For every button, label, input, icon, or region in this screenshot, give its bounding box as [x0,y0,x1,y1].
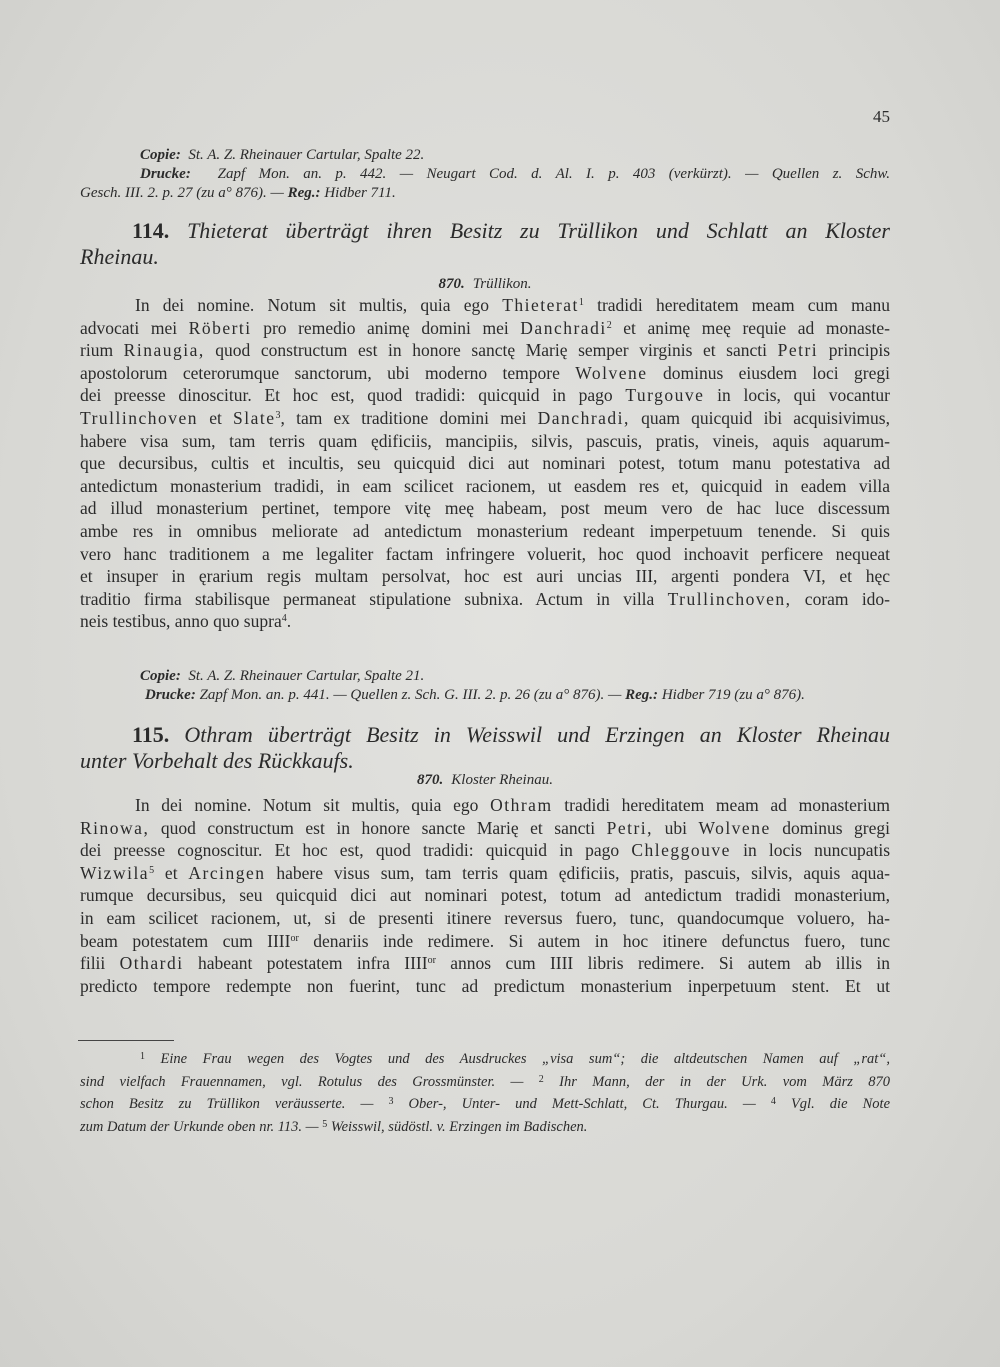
copie-line: Copie: St. A. Z. Rheinauer Cartular, Spalte 21. [140,668,425,684]
drucke-line: Drucke: Zapf Mon. an. p. 442. — Neugart Cod. d. Al. I. p. 403 (verkürzt). — Quellen z. Schw. [140,166,891,182]
charter-115-text: In dei nomine. Notum sit multis, quia ego Othram tradidi hereditatem meam ad monasterium Rinowa, quod constructum est in honore sancte Marię et sancti Petri, ubi Wolvene dominus gregi dei preesse cognoscitur. Et hoc est, quod tradidi: quicquid in pago Chleggouve in locis nuncupatis Wizwila$^5$ et Arcingen habere visus sum, tam terris quam ędificiis, pratis, pascuis, silvis, aquis aqua- rumque decursibus, seu quicquid dici aut nominari potest, totum ad antedictum tradidi monasterium, in eam scilicet racionem, ut, si de presenti itinere reversus fuero, tunc, quandocumque voluero, ha- beam potestatem cum $IIII^{or}$ denariis inde redimere. Si autem in hoc itinere defunctus fuero, tunc filii Othardi habeant potestatem infra $IIII^{or}$ annos cum IIII libris redimere. Si autem ab illis in predicto tempore redempte non fuerint, tunc ad predictum monasterium inperpetuum stent. Et ut [80,795,891,996]
charter-title-cont: unter Vorbehalt des Rückkaufs. [80,748,354,773]
charter-title: Othram überträgt Besitz in Weisswil und Erzingen an Kloster Rheinau [184,722,890,747]
sources-114 [80,667,890,705]
charter-title: Thieterat überträgt ihren Besitz zu Trüllikon und Schlatt an Kloster [187,218,890,243]
charter-115-date: 870. Kloster Rheinau. [417,772,553,788]
footnote-rule [78,1040,174,1041]
sources-113 [80,146,890,203]
charter-number: 114. [132,218,170,243]
footnotes: $^1$ Eine Frau wegen des Vogtes und des Ausdruckes „visa sum“; die altdeutschen Namen auf „rat“, sind vielfach Frauennamen, vgl. Rotulus des Grossmünster. — $^2$ Ihr Mann, der in der Urk. vom März 870 schon Besitz zu Trüllikon veräusserte. — $^3$ Ober-, Unter- und Mett-Schlatt, Ct. Thurgau. — $^4$ Vgl. die Note zum Datum der Urkunde oben nr. 113. — $^5$ Weisswil, südöstl. v. Erzingen im Badischen. [80,1051,891,1135]
page-number: 45 [873,107,890,126]
drucke-line: Drucke: Zapf Mon. an. p. 441. — Quellen z. Sch. G. III. 2. p. 26 (zu a° 876). — Reg.: Hidber 719 (zu a° 876). [145,687,805,703]
charter-114-text: In dei nomine. Notum sit multis, quia ego Thieterat$^1$ tradidi hereditatem meam cum manu advocati mei Röberti pro remedio animę domini mei Danchradi$^2$ et animę meę requie ad monaste- rium Rinaugia, quod constructum est in honore sanctę Marię semper virginis et sancti Petri principis apostolorum ceterorumque sanctorum, ubi moderno tempore Wolvene dominus eiusdem loci gregi dei preesse dinoscitur. Et hoc est, quod tradidi: quicquid in pago Turgouve in locis, qui vocantur Trullinchoven et Slate$^3$, tam ex traditione domini mei Danchradi, quam quicquid ibi acquisivimus, habere visa sum, tam terris quam ędificiis, mancipiis, silvis, pascuis, pratis, vineis, aquis aquarum- que decursibus, cultis et incultis, seu quicquid dici aut nominari potest, totum manu potestativa ad antedictum monasterium tradidi, in eam scilicet racionem, ut easdem res et, quicquid in eadem villa ad illud monasterium pertinet, tempore vitę meę habeam, post meum vero de hac luce discessum ambe res in omnibus meliorate ad antedictum monasterium redeant imperpetuum tenende. Si quis vero hanc traditionem a me legaliter factam infringere voluerit, hoc quod inchoavit perficere nequeat et insuper in ęrarium regis multam persolvat, hoc est auri uncias III, argenti pondera VI, et hęc traditio firma stabilisque permaneat stipulatione subnixa. Actum in villa Trullinchoven, coram ido- neis testibus, anno quo supra$^4$. [80,295,891,632]
charter-114-date: 870. Trüllikon. [438,276,532,292]
charter-number: 115. [132,722,170,747]
copie-line: Copie: St. A. Z. Rheinauer Cartular, Spalte 22. [140,147,425,163]
charter-115-heading [80,722,890,774]
charter-114-heading [80,218,890,270]
drucke-cont-line: Gesch. III. 2. p. 27 (zu a° 876). — Reg.: Hidber 711. [80,185,396,201]
charter-title-cont: Rheinau. [80,244,159,269]
